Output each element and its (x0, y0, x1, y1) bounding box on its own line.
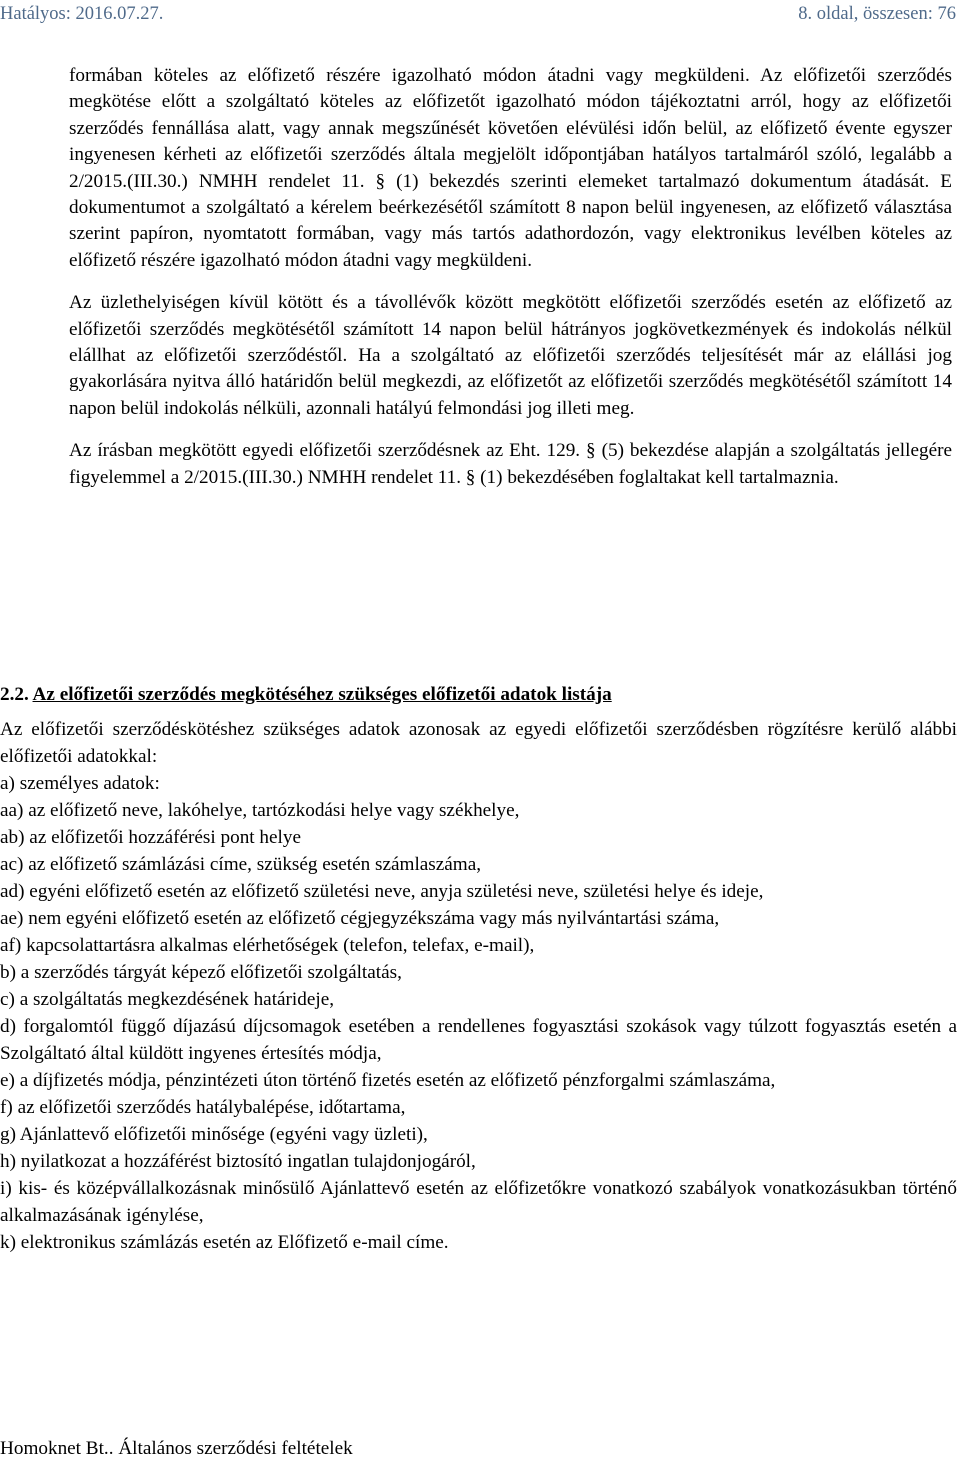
list-item: c) a szolgáltatás megkezdésének határideje, (0, 989, 335, 1010)
list-item: ab) az előfizetői hozzáférési pont helye (0, 827, 301, 848)
paragraph: Az írásban megkötött egyedi előfizetői szerződésnek az Eht. 129. § (5) bekezdése alapján a szolgáltatás jellegére figyelemmel a 2/2015.(III.30.) NMHH rendelet 11. § (1) bekezdésében foglaltakat kell tartalmaznia. (69, 440, 952, 488)
section-heading (0, 683, 960, 707)
list-item: aa) az előfizető neve, lakóhelye, tartózkodási helye vagy székhelye, (0, 800, 520, 821)
section-number: 2.2. (0, 684, 29, 705)
paragraph: Az üzlethelyiségen kívül kötött és a távollévők között megkötött előfizetői szerződés esetén az előfizető az előfizetői szerződés megkötésétől számított 14 napon belül hátrányos jogkövetkezmények és indokolás nélkül elállhat az előfizetői szerződéstől. Ha a szolgáltató az előfizetői szerződés teljesítését már az elállási jog gyakorlására nyitva álló határidőn belül megkezdi, az előfizetőt az előfizetői szerződés megkötésétől számított 14 napon belül indokolás nélküli, azonnali hatályú felmondási jog illeti meg. (69, 292, 952, 419)
list-item: d) forgalomtól függő díjazású díjcsomagok esetében a rendellenes fogyasztási szokások vagy túlzott fogyasztás esetén a Szolgáltató által küldött ingyenes értesítés módja, (0, 1016, 957, 1064)
list-item: ae) nem egyéni előfizető esetén az előfizető cégjegyzékszáma vagy más nyilvántartási száma, (0, 908, 720, 929)
list-item: a) személyes adatok: (0, 773, 160, 794)
list-item: f) az előfizetői szerződés hatálybalépése, időtartama, (0, 1097, 406, 1118)
paragraph: formában köteles az előfizető részére igazolható módon átadni vagy megküldeni. Az előfizetői szerződés megkötése előtt a szolgáltató köteles az előfizetőt igazolható módon tájékoztatni arról, hogy az előfizetői szerződés fennállása alatt, vagy annak megszűnését követően elévülési időn belül, az előfizető évente egyszer ingyenesen kérheti az előfizetői szerződés általa megjelölt időpontjában hatályos tartalmáról szóló, legalább a 2/2015.(III.30.) NMHH rendelet 11. § (1) bekezdés szerinti elemeket tartalmazó dokumentum átadását. E dokumentumot a szolgáltató a kérelem beérkezésétől számított 8 napon belül ingyenesen, az előfizető választása szerint papíron, nyomtatott formában, vagy más tartós adathordozón, vagy elektronikus levélben köteles az előfizető részére igazolható módon átadni vagy megküldeni. (69, 65, 952, 271)
data-list (0, 716, 957, 1256)
list-item: i) kis- és középvállalkozásnak minősülő Ajánlattevő esetén az előfizetőkre vonatkozó szabályok vonatkozásukban történő alkalmazásának igénylése, (0, 1178, 957, 1226)
effective-date: Hatályos: 2016.07.27. (0, 4, 164, 24)
list-item: b) a szerződés tárgyát képező előfizetői szolgáltatás, (0, 962, 402, 983)
page-footer: Homoknet Bt.. Általános szerződési feltételek (0, 1438, 353, 1459)
section-title: Az előfizetői szerződés megkötéséhez szükséges előfizetői adatok listája (32, 684, 612, 705)
list-item: e) a díjfizetés módja, pénzintézeti úton történő fizetés esetén az előfizető pénzforgalmi számlaszáma, (0, 1070, 776, 1091)
list-item: g) Ajánlattevő előfizetői minősége (egyéni vagy üzleti), (0, 1124, 428, 1145)
page-counter: 8. oldal, összesen: 76 (798, 4, 956, 24)
list-item: ac) az előfizető számlázási címe, szükség esetén számlaszáma, (0, 854, 482, 875)
list-item: af) kapcsolattartásra alkalmas elérhetőségek (telefon, telefax, e-mail), (0, 935, 535, 956)
list-item: k) elektronikus számlázás esetén az Előfizető e-mail címe. (0, 1232, 449, 1253)
list-item: ad) egyéni előfizető esetén az előfizető születési neve, anyja születési neve, születési helye és ideje, (0, 881, 764, 902)
list-item: h) nyilatkozat a hozzáférést biztosító ingatlan tulajdonjogáról, (0, 1151, 476, 1172)
page-header (0, 4, 960, 28)
body-text (69, 63, 952, 491)
list-item: Az előfizetői szerződéskötéshez szükséges adatok azonosak az egyedi előfizetői szerződésben rögzítésre kerülő alábbi előfizetői adatokkal: (0, 719, 957, 767)
